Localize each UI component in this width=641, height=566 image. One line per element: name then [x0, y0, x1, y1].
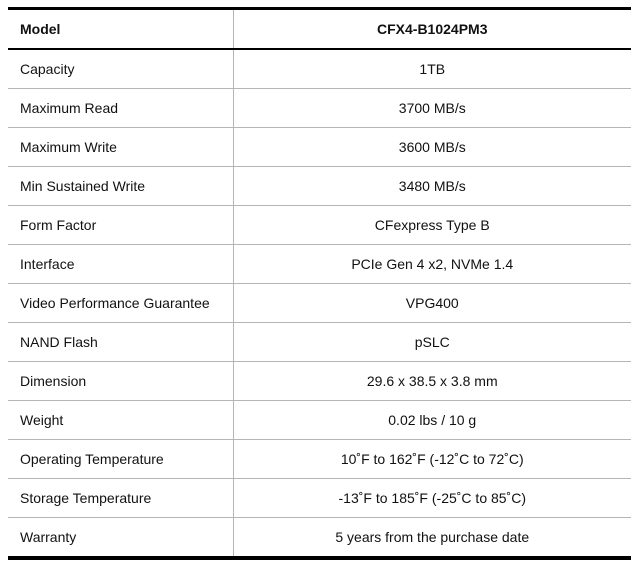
row-value: 0.02 lbs / 10 g — [233, 401, 631, 440]
row-value: 10˚F to 162˚F (-12˚C to 72˚C) — [233, 440, 631, 479]
row-value: 3480 MB/s — [233, 167, 631, 206]
row-label: Storage Temperature — [8, 479, 233, 518]
row-value: 5 years from the purchase date — [335, 529, 530, 545]
table-row — [8, 440, 631, 479]
row-label: Maximum Read — [8, 89, 233, 128]
row-value: pSLC — [233, 323, 631, 362]
table-row — [8, 167, 631, 206]
header-value: CFX4-B1024PM3 — [233, 9, 631, 50]
table-row — [8, 245, 631, 284]
row-value: 1TB — [233, 49, 631, 89]
row-value: -13˚F to 185˚F (-25˚C to 85˚C) — [233, 479, 631, 518]
row-label: Form Factor — [8, 206, 233, 245]
row-label: Capacity — [8, 49, 233, 89]
row-value: CFexpress Type B — [233, 206, 631, 245]
table-row — [8, 206, 631, 245]
table-row — [8, 49, 631, 89]
table-row — [8, 362, 631, 401]
row-value: 3600 MB/s — [233, 128, 631, 167]
spec-table — [8, 7, 631, 560]
row-label: Min Sustained Write — [8, 167, 233, 206]
table-row — [8, 89, 631, 128]
row-value: PCIe Gen 4 x2, NVMe 1.4 — [233, 245, 631, 284]
row-label: Dimension — [8, 362, 233, 401]
table-row — [8, 401, 631, 440]
row-value: 29.6 x 38.5 x 3.8 mm — [233, 362, 631, 401]
row-label: Weight — [8, 401, 233, 440]
row-label: Interface — [8, 245, 233, 284]
table-row — [8, 479, 631, 518]
row-label: Maximum Write — [8, 128, 233, 167]
row-label: Video Performance Guarantee — [8, 284, 233, 323]
row-value: VPG400 — [233, 284, 631, 323]
row-label: Operating Temperature — [8, 440, 233, 479]
table-row — [8, 284, 631, 323]
table-row — [8, 323, 631, 362]
table-row — [8, 518, 631, 559]
row-value: 3700 MB/s — [233, 89, 631, 128]
row-label: Warranty — [8, 518, 233, 559]
header-label: Model — [8, 9, 233, 50]
table-header-row — [8, 9, 631, 50]
row-label: NAND Flash — [8, 323, 233, 362]
table-row — [8, 128, 631, 167]
